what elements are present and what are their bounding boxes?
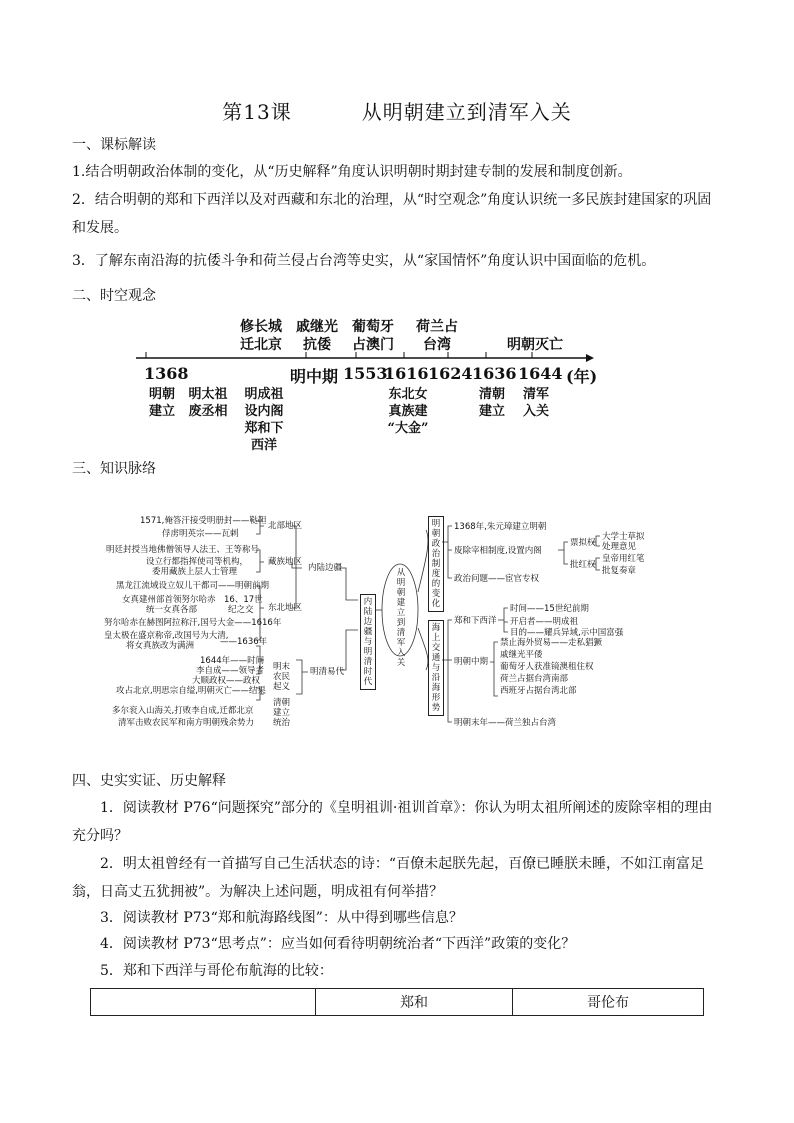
mindmap-politics-item: 批复奏章 [602, 566, 637, 576]
mindmap-late-ming-item: 李自成——领导者 [196, 666, 265, 676]
question-3: 3．阅读教材 P73“郑和航海路线图”：从中得到哪些信息？ [100, 910, 463, 926]
table-header-cell [91, 989, 316, 1016]
timeline-top-event: 葡萄牙 占澳门 [352, 319, 394, 353]
mindmap-tibet-item: 委用藏族上层人士管理 [152, 567, 238, 577]
timeline-top-event: 荷兰占 台湾 [416, 319, 458, 353]
standard-3: 3．了解东南沿海的抗倭斗争和荷兰侵占台湾等史实，从“家国情怀”角度认识中国面临的危机。 [72, 253, 656, 269]
mindmap-politics-item: 处理意见 [602, 542, 637, 552]
timeline-bottom-event: 东北女 真族建 “大金” [387, 387, 429, 436]
timeline-year: 1644 [518, 364, 563, 383]
mindmap-midming-item: 荷兰占据台湾南部 [500, 674, 569, 684]
mindmap-politics-item: 皇帝用红笔 [602, 554, 645, 564]
mindmap-politics-item: 批红权 [570, 560, 596, 570]
mindmap-midming-item: 西班牙占据台湾北部 [500, 686, 577, 696]
mindmap-north-item: 1571,俺答汗接受明册封——鞑靼 [140, 516, 267, 526]
timeline-year: 1636 [472, 364, 517, 383]
mindmap-zhenghe-item: 时间——15世纪前期 [510, 604, 589, 614]
mindmap-late-ming-item: 大顺政权——政权 [192, 676, 261, 686]
mindmap-ne-item: 16、17世 [224, 595, 263, 605]
mindmap-zhenghe: 郑和下西洋 [454, 616, 497, 626]
page-title [0, 96, 794, 125]
timeline-year: 1616 [384, 364, 429, 383]
question-1: 1．阅读教材 P76“问题探究”部分的《皇明祖训·祖训首章》：你认为明太祖所阐述的废除宰相的理由充分吗？ [72, 800, 713, 844]
mindmap-mingqing: 明清易代 [310, 667, 345, 677]
mindmap-ne-item: 统一女真各部 [146, 605, 198, 615]
mindmap-ne-item: 黑龙江流域设立奴儿干都司——明朝前期 [116, 581, 270, 591]
mindmap-tibet-item: 明廷封授当地佛僧领导人法王、王等称号 [106, 545, 260, 555]
mindmap-midming-item: 戚继光平倭 [500, 650, 543, 660]
mindmap-qing-item: 清军击败农民军和南方明朝残余势力 [118, 718, 255, 728]
timeline-year: 1624 [428, 364, 473, 383]
mindmap-ne-item: 努尔哈赤在赫图阿拉称汗,国号大金——1616年 [104, 618, 282, 628]
lesson-number: 第13课 [222, 100, 292, 124]
mindmap-branch-politics: 明朝政治制度的变化 [428, 516, 444, 612]
mindmap-inland: 内陆边疆 [308, 563, 343, 573]
mindmap-ne-item: 将女真族改为满洲 [126, 641, 195, 651]
section-heading-3: 三、知识脉络 [72, 461, 156, 477]
timeline-unit: (年) [566, 367, 598, 386]
mindmap-region: 北部地区 [268, 521, 303, 531]
timeline-top-event: 明朝灭亡 [507, 337, 563, 353]
mindmap-zhenghe-item: 目的——耀兵异域,示中国富强 [510, 628, 624, 638]
timeline-year: 明中期 [290, 367, 339, 386]
mindmap-lateming-sea: 明朝末年——荷兰独占台湾 [454, 718, 557, 728]
mindmap-branch-inland-era: 内陆边疆与明清时代 [360, 594, 376, 690]
mindmap-politics-item: 大学士草拟 [602, 532, 645, 542]
timeline-top-event: 戚继光 抗倭 [296, 319, 338, 353]
mindmap-politics-item: 政治问题——宦官专权 [454, 574, 540, 584]
mindmap-politics-item: 废除宰相制度,设置内阁 [454, 546, 542, 556]
mindmap-zhenghe-item: 开启者——明成祖 [510, 617, 579, 627]
question-4: 4．阅读教材 P73“思考点”：应当如何看待明朝统治者“下西洋”政策的变化？ [100, 936, 576, 952]
mindmap-midming: 明朝中期 [454, 657, 489, 667]
timeline-year: 1368 [144, 364, 189, 383]
question-5: 5．郑和下西洋与哥伦布航海的比较： [100, 963, 333, 979]
mindmap-center: 从明朝建立到清军入关 [396, 568, 406, 668]
standard-1: 1.结合明朝政治体制的变化，从“历史解释”角度认识明朝时期封建专制的发展和制度创新。 [72, 164, 632, 180]
mindmap-north-item: 俘虏明英宗——瓦剌 [162, 529, 239, 539]
mindmap-politics-item: 票拟权 [570, 538, 596, 548]
timeline-bottom-event: 清朝 建立 [478, 387, 505, 419]
mindmap-qing: 清朝建立统治 [273, 698, 291, 728]
section-heading-2: 二、时空观念 [72, 288, 156, 304]
timeline-bottom-event: 明朝 建立 [148, 387, 175, 419]
section-heading-4: 四、史实实证、历史解释 [72, 773, 226, 789]
table-header-cell: 郑和 [316, 989, 513, 1016]
mindmap-region: 藏族地区 [268, 557, 303, 567]
mindmap-ne-item: 纪之交 [228, 605, 254, 615]
timeline-bottom-event: 明成祖 设内阁 郑和下 西洋 [244, 387, 284, 453]
mindmap-ne-item: ——1636年 [220, 637, 268, 647]
question-2: 2．明太祖曾经有一首描写自己生活状态的诗：“百僚未起朕先起，百僚已睡朕未睡，不如江南富足翁，日高丈五犹拥被”。为解决上述问题，明成祖有何举措？ [72, 856, 705, 900]
mindmap-late-ming: 明末农民起义 [273, 662, 291, 692]
mindmap-midming-item: 葡萄牙人获准镜澳租住权 [500, 662, 594, 672]
mindmap-region: 东北地区 [268, 603, 303, 613]
mindmap-qing-item: 多尔衮入山海关,打败李自成,迁都北京 [112, 706, 254, 716]
mindmap-midming-item: 禁止海外贸易——走私猖獗 [500, 638, 603, 648]
mindmap-tibet-item: 设立行都指挥使司等机构， [146, 557, 249, 567]
comparison-table [90, 988, 704, 1016]
lesson-name: 从明朝建立到清军入关 [361, 100, 572, 124]
standard-2: 2．结合明朝的郑和下西洋以及对西藏和东北的治理，从“时空观念”角度认识统一多民族封建国家的巩固和发展。 [72, 192, 712, 236]
table-row [91, 989, 704, 1016]
mindmap-ne-item: 皇太极在盛京称帝,改国号为大清, [104, 631, 229, 641]
mindmap-late-ming-item: 1644年——时间 [200, 656, 265, 666]
timeline-top-event: 修长城 迁北京 [240, 319, 282, 353]
timeline-bottom-event: 清军 入关 [522, 387, 549, 419]
mindmap-branch-sea: 海上交通与沿海形势 [428, 620, 444, 716]
mindmap-late-ming-item: 攻占北京,明思宗自缢,明朝灭亡——结果 [116, 686, 266, 696]
mindmap-ne-item: 女真建州部首领努尔哈赤 [122, 595, 216, 605]
timeline-year: 1553 [343, 364, 388, 383]
timeline-bottom-event: 明太祖 废丞相 [188, 387, 228, 419]
table-header-cell: 哥伦布 [513, 989, 704, 1016]
knowledge-mindmap [96, 500, 716, 740]
mindmap-politics-item: 1368年,朱元璋建立明朝 [454, 522, 547, 532]
section-heading-1: 一、课标解读 [72, 137, 156, 153]
